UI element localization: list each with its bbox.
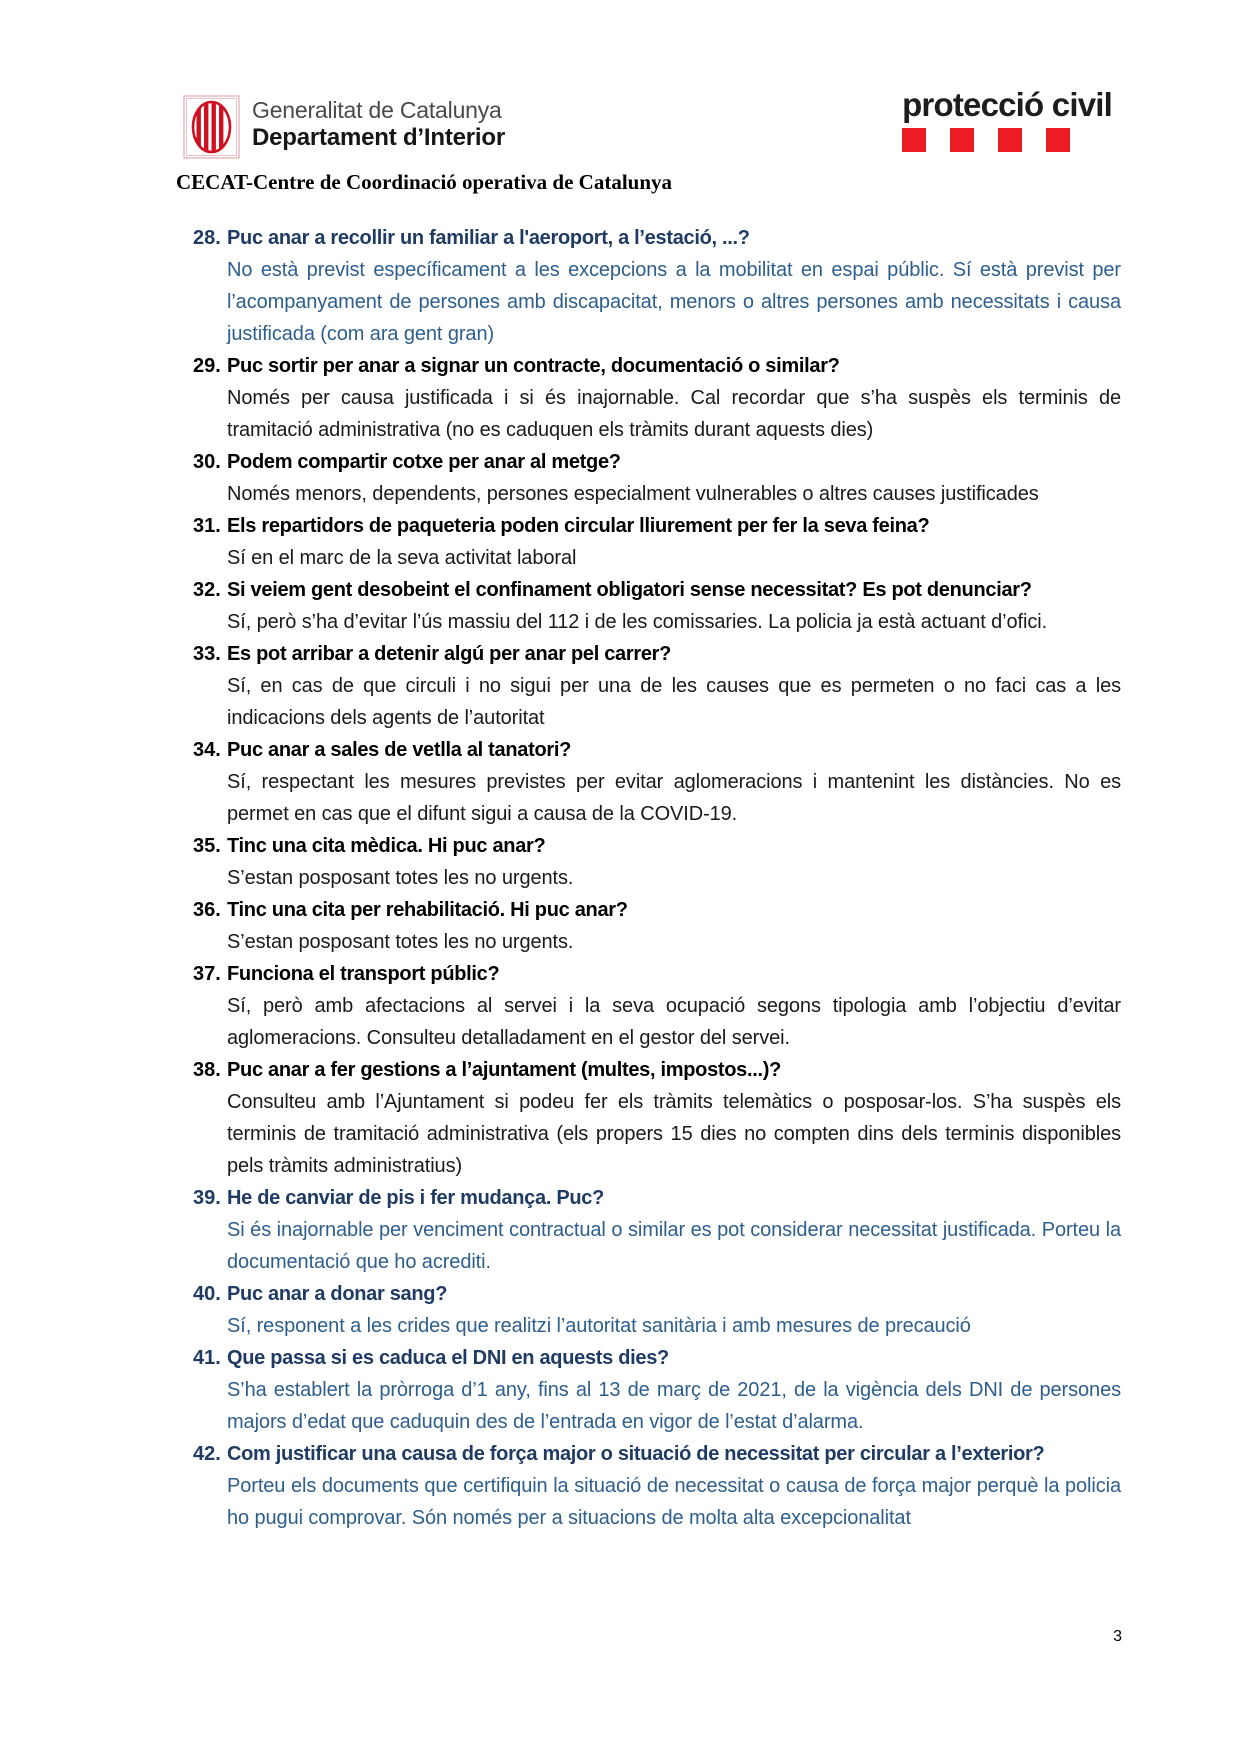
- faq-item-body: [227, 510, 1121, 574]
- faq-item-body: [227, 958, 1121, 1054]
- faq-item-body: [227, 894, 1121, 958]
- faq-item-body: [227, 350, 1121, 446]
- faq-item-body: [227, 1054, 1121, 1182]
- faq-question: Puc anar a sales de vetlla al tanatori?: [227, 739, 572, 761]
- faq-question: Puc anar a donar sang?: [227, 1283, 448, 1305]
- faq-item: [193, 958, 1121, 1054]
- faq-item-number: 30.: [193, 451, 221, 473]
- faq-question: Com justificar una causa de força major o situació de necessitat per circular a l’exterior?: [227, 1443, 1045, 1465]
- faq-item-body: [227, 222, 1121, 350]
- faq-question: Puc anar a recollir un familiar a l'aeroport, a l’estació, ...?: [227, 227, 750, 249]
- faq-item: [193, 894, 1121, 958]
- faq-question: Els repartidors de paqueteria poden circular lliurement per fer la seva feina?: [227, 515, 930, 537]
- faq-answer: Porteu els documents que certifiquin la situació de necessitat o causa de força major perquè la policia ho pugui comprovar. Són només per a situacions de molta alta excepcionalitat: [227, 1475, 1121, 1529]
- faq-answer: Sí en el marc de la seva activitat laboral: [227, 547, 577, 569]
- faq-item-body: [227, 446, 1121, 510]
- cecat-title: CECAT-Centre de Coordinació operativa de Catalunya: [176, 170, 673, 194]
- faq-item: [193, 1342, 1121, 1438]
- faq-item-number: 35.: [193, 835, 221, 857]
- faq-item-body: [227, 574, 1121, 638]
- faq-question: Tinc una cita mèdica. Hi puc anar?: [227, 835, 546, 857]
- faq-answer: S’estan posposant totes les no urgents.: [227, 931, 574, 953]
- faq-item-number: 39.: [193, 1187, 221, 1209]
- faq-question: Tinc una cita per rehabilitació. Hi puc anar?: [227, 899, 628, 921]
- faq-answer: Si és inajornable per venciment contractual o similar es pot considerar necessitat justificada. Porteu la documentació que ho acrediti.: [227, 1219, 1121, 1273]
- red-square: [902, 128, 926, 152]
- faq-answer: Sí, responent a les crides que realitzi l’autoritat sanitària i amb mesures de precaució: [227, 1315, 971, 1337]
- faq-answer: Consulteu amb l’Ajuntament si podeu fer els tràmits telemàtics o posposar-los. S’ha suspès els terminis de tramitació administrativa (els propers 15 dies no compten dins dels terminis disponibles pels tràmits administratius): [227, 1091, 1121, 1177]
- faq-item-number: 28.: [193, 227, 221, 249]
- faq-answer: Sí, però s’ha d’evitar l’ús massiu del 112 i de les comissaries. La policia ja està actuant d’ofici.: [227, 611, 1048, 633]
- page-number: 3: [1113, 1628, 1122, 1645]
- faq-answer: Sí, en cas de que circuli i no sigui per una de les causes que es permeten o no faci cas a les indicacions dels agents de l’autoritat: [227, 675, 1121, 729]
- faq-item: [193, 638, 1121, 734]
- proteccio-civil-squares: [902, 128, 1070, 152]
- faq-item: [193, 574, 1121, 638]
- faq-question: Podem compartir cotxe per anar al metge?: [227, 451, 621, 473]
- faq-item: [193, 1278, 1121, 1342]
- proteccio-civil-wordmark: protecció civil: [902, 86, 1112, 123]
- faq-item: [193, 1182, 1121, 1278]
- faq-item-body: [227, 1278, 1121, 1342]
- faq-question: Funciona el transport públic?: [227, 963, 500, 985]
- faq-question: Si veiem gent desobeint el confinament obligatori sense necessitat? Es pot denunciar?: [227, 579, 1032, 601]
- faq-item-body: [227, 638, 1121, 734]
- faq-item-body: [227, 1438, 1121, 1534]
- faq-list: [193, 222, 1121, 1534]
- faq-item-number: 42.: [193, 1443, 221, 1465]
- faq-item-body: [227, 1342, 1121, 1438]
- faq-question: Es pot arribar a detenir algú per anar pel carrer?: [227, 643, 672, 665]
- faq-item-number: 37.: [193, 963, 221, 985]
- faq-question: Puc sortir per anar a signar un contracte, documentació o similar?: [227, 355, 840, 377]
- faq-question: Puc anar a fer gestions a l’ajuntament (multes, impostos...)?: [227, 1059, 782, 1081]
- faq-item-number: 29.: [193, 355, 221, 377]
- faq-item: [193, 510, 1121, 574]
- faq-item-number: 31.: [193, 515, 221, 537]
- faq-item: [193, 222, 1121, 350]
- faq-item-body: [227, 1182, 1121, 1278]
- gencat-logo-text: [252, 95, 505, 152]
- proteccio-civil-logo: [902, 88, 1112, 152]
- faq-item: [193, 1438, 1121, 1534]
- faq-item-body: [227, 734, 1121, 830]
- faq-answer: No està previst específicament a les excepcions a la mobilitat en espai públic. Sí està previst per l’acompanyament de persones amb discapacitat, menors o altres persones amb necessitats i causa justificada (com ara gent gran): [227, 259, 1121, 345]
- faq-item: [193, 350, 1121, 446]
- faq-item-number: 38.: [193, 1059, 221, 1081]
- red-square: [998, 128, 1022, 152]
- faq-answer: Sí, però amb afectacions al servei i la seva ocupació segons tipologia amb l’objectiu d’evitar aglomeracions. Consulteu detalladament en el gestor del servei.: [227, 995, 1121, 1049]
- gencat-shield-icon: [183, 95, 240, 159]
- faq-item: [193, 1054, 1121, 1182]
- faq-answer: Només per causa justificada i si és inajornable. Cal recordar que s’ha suspès els terminis de tramitació administrativa (no es caduquen els tràmits durant aquests dies): [227, 387, 1121, 441]
- faq-item-number: 34.: [193, 739, 221, 761]
- faq-answer: S’estan posposant totes les no urgents.: [227, 867, 574, 889]
- faq-item-body: [227, 830, 1121, 894]
- faq-answer: Sí, respectant les mesures previstes per evitar aglomeracions i mantenint les distàncies. No es permet en cas que el difunt sigui a causa de la COVID-19.: [227, 771, 1121, 825]
- faq-question: He de canviar de pis i fer mudança. Puc?: [227, 1187, 605, 1209]
- gencat-logo: [183, 95, 505, 159]
- faq-item: [193, 830, 1121, 894]
- faq-item-number: 33.: [193, 643, 221, 665]
- faq-item-number: 40.: [193, 1283, 221, 1305]
- gencat-org-name: Generalitat de Catalunya: [252, 97, 502, 123]
- faq-item: [193, 734, 1121, 830]
- red-square: [950, 128, 974, 152]
- faq-item-number: 32.: [193, 579, 221, 601]
- faq-item-number: 36.: [193, 899, 221, 921]
- faq-answer: Només menors, dependents, persones especialment vulnerables o altres causes justificades: [227, 483, 1039, 505]
- faq-item: [193, 446, 1121, 510]
- red-square: [1046, 128, 1070, 152]
- faq-question: Que passa si es caduca el DNI en aquests dies?: [227, 1347, 669, 1369]
- faq-answer: S’ha establert la pròrroga d’1 any, fins al 13 de març de 2021, de la vigència dels DNI de persones majors d’edat que caduquin des de l’entrada en vigor de l’estat d’alarma.: [227, 1379, 1121, 1433]
- gencat-dept-name: Departament d’Interior: [252, 124, 505, 151]
- faq-item-number: 41.: [193, 1347, 221, 1369]
